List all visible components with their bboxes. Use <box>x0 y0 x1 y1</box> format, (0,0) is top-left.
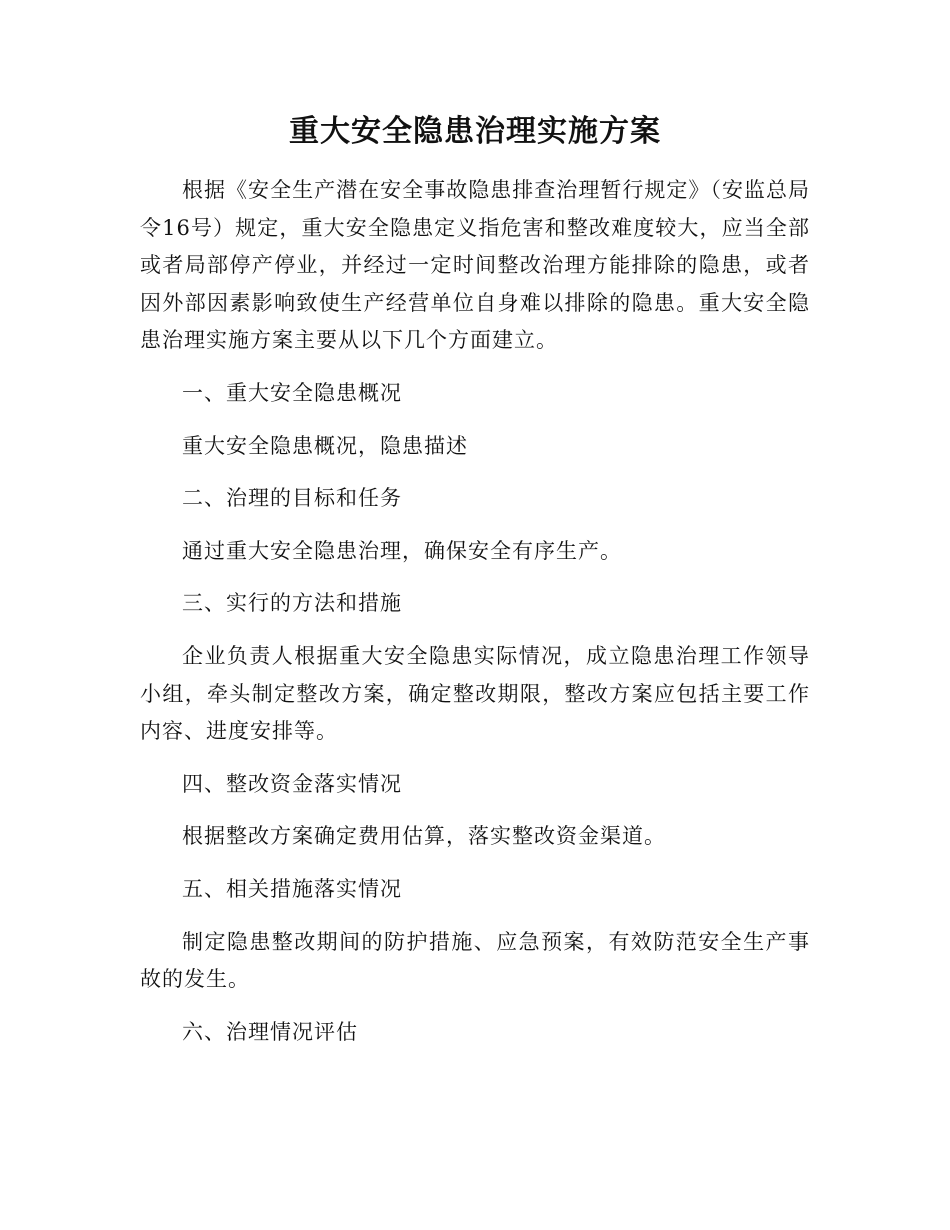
section-heading-5: 五、相关措施落实情况 <box>182 876 402 901</box>
section-heading-1: 一、重大安全隐患概况 <box>182 380 402 405</box>
section-body-1: 重大安全隐患概况，隐患描述 <box>182 433 468 458</box>
section-body-5: 制定隐患整改期间的防护措施、应急预案，有效防范安全生产事故的发生。 <box>140 929 810 992</box>
section-heading-6: 六、治理情况评估 <box>182 1019 358 1044</box>
section-body-4: 根据整改方案确定费用估算，落实整改资金渠道。 <box>182 824 666 849</box>
section-body-3: 企业负责人根据重大安全隐患实际情况，成立隐患治理工作领导小组，牵头制定整改方案，确定整改期限，整改方案应包括主要工作内容、进度安排等。 <box>140 643 810 744</box>
section-heading-3: 三、实行的方法和措施 <box>182 591 402 616</box>
intro-paragraph: 根据《安全生产潜在安全事故隐患排查治理暂行规定》（安监总局令16号）规定，重大安全隐患定义指危害和整改难度较大，应当全部或者局部停产停业，并经过一定时间整改治理方能排除的隐患，或者因外部因素影响致使生产经营单位自身难以排除的隐患。重大安全隐患治理实施方案主要从以下几个方面建立。 <box>140 178 810 353</box>
document-title: 重大安全隐患治理实施方案 <box>289 114 661 149</box>
section-heading-4: 四、整改资金落实情况 <box>182 771 402 796</box>
section-heading-2: 二、治理的目标和任务 <box>182 486 402 511</box>
section-body-2: 通过重大安全隐患治理，确保安全有序生产。 <box>182 538 622 563</box>
